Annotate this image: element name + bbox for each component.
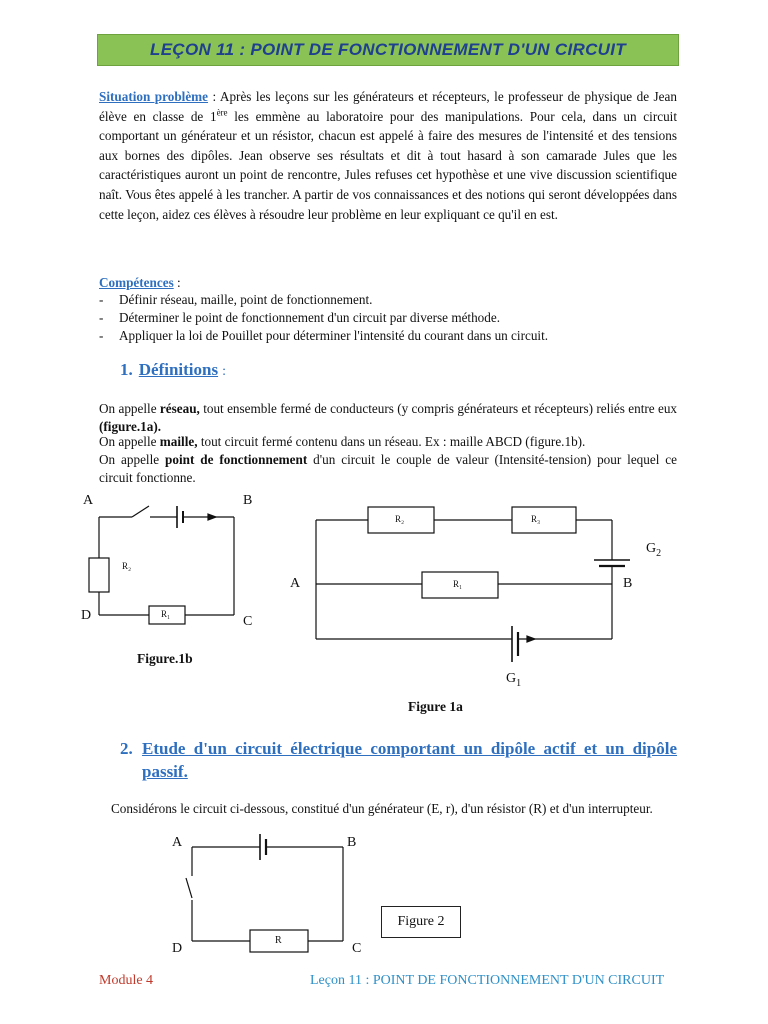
fig2-node-b: B (347, 835, 357, 850)
lesson-title: LEÇON 11 : POINT DE FONCTIONNEMENT D'UN CIRCUIT (150, 40, 626, 59)
def-term-point: point de fonctionnement (165, 452, 308, 467)
figure-2-caption: Figure 2 (397, 914, 445, 929)
def-text: tout circuit fermé contenu dans un réseau. Ex : maille ABCD (figure.1b). (197, 434, 586, 449)
figure-2-circuit (186, 834, 343, 952)
fig1a-r1-label: R₁ (453, 579, 463, 589)
section-2-text: Considérons le circuit ci-dessous, constitué d'un générateur (E, r), d'un résistor (R) et d'un interrupteur. (111, 801, 653, 816)
figure-1a-caption: Figure 1a (408, 699, 463, 714)
fig2-node-a: A (172, 835, 183, 850)
def-figref: (figure.1a). (99, 419, 162, 434)
g2-letter: G (646, 541, 657, 556)
fig1a-r3-label: R₃ (531, 514, 541, 524)
def-text: d'un circuit le couple de valeur (Intensité-tension) pour lequel ce circuit fonctionne. (99, 452, 677, 485)
g1-sub: 1 (516, 677, 522, 689)
figure-1b-circuit (89, 506, 234, 624)
competences-colon: : (173, 275, 181, 290)
competence-item: - Appliquer la loi de Pouillet pour déterminer l'intensité du courant dans un circuit. (99, 327, 548, 345)
section-1-number: 1. (120, 360, 133, 379)
g1-letter: G (506, 671, 517, 686)
def-text: tout ensemble fermé de conducteurs (y compris générateurs et récepteurs) reliés entre eux (199, 401, 678, 416)
competence-item: - Déterminer le point de fonctionnement d'un circuit par diverse méthode. (99, 309, 548, 327)
def-term-reseau: réseau, (159, 401, 200, 416)
fig1b-node-d: D (81, 608, 92, 623)
fig1a-r2-label: R₂ (395, 514, 405, 524)
fig1a-g1-label (506, 671, 521, 689)
section-2-number: 2. (120, 739, 133, 758)
section-1-colon: : (222, 364, 226, 379)
def-term-maille: maille, (159, 434, 198, 449)
fig1b-node-a: A (83, 493, 94, 508)
def-text: On appelle (99, 452, 166, 467)
competences-label: Compétences (99, 275, 174, 290)
fig1b-r1-label: R₁ (161, 609, 171, 619)
fig1b-node-c: C (243, 614, 253, 629)
figure-1b-caption: Figure.1b (137, 651, 193, 666)
fig2-node-c: C (352, 941, 362, 956)
fig1a-node-b: B (623, 576, 633, 591)
fig1b-node-b: B (243, 493, 253, 508)
competence-item: - Définir réseau, maille, point de fonctionnement. (99, 291, 548, 309)
section-2-title: Etude d'un circuit électrique comportant un dipôle actif et un dipôle passif. (142, 739, 677, 781)
situation-sup: ère (216, 107, 228, 118)
section-2-heading (120, 737, 677, 783)
situation-text-b: les emmène au laboratoire pour des manipulations. Pour cela, dans un circuit comportant un générateur et un résistor, chacun est appelé à faire des mesures de l'intensité et des tensions aux bornes des dipôles. Jean observe ses résultats et dit à tout hasard à son camarade Jules que les caractéristiques auront un point de rencontre, Jules refuses cet hypothèse et une vive discussion scientifique naît. Vous êtes appelé à les trancher. A partir de vos connaissances et des notions qui seront développées dans cette leçon, aidez ces élèves à résoudre leur problème en leur expliquant ce qu'il en est. (99, 108, 677, 222)
footer-module: Module 4 (99, 973, 154, 988)
situation-label: Situation problème (99, 89, 209, 104)
figure-1a-circuit (316, 507, 633, 662)
footer-lesson: Leçon 11 : POINT DE FONCTIONNEMENT D'UN CIRCUIT (310, 973, 665, 988)
def-text: On appelle (99, 401, 160, 416)
situation-text-a: : Après les leçons sur les générateurs et récepteurs, le professeur de physique de Jean élève en classe de 1 (99, 89, 677, 124)
fig2-r-label: R (275, 935, 282, 946)
fig2-node-d: D (172, 941, 183, 956)
g2-sub: 2 (656, 547, 662, 559)
def-text: On appelle (99, 434, 160, 449)
figure-2-caption-box (381, 906, 461, 938)
fig1b-r2-label: R₂ (122, 561, 132, 571)
fig1a-node-a: A (290, 576, 301, 591)
fig1a-g2-label (646, 541, 661, 559)
section-1-title: Définitions (138, 360, 219, 379)
